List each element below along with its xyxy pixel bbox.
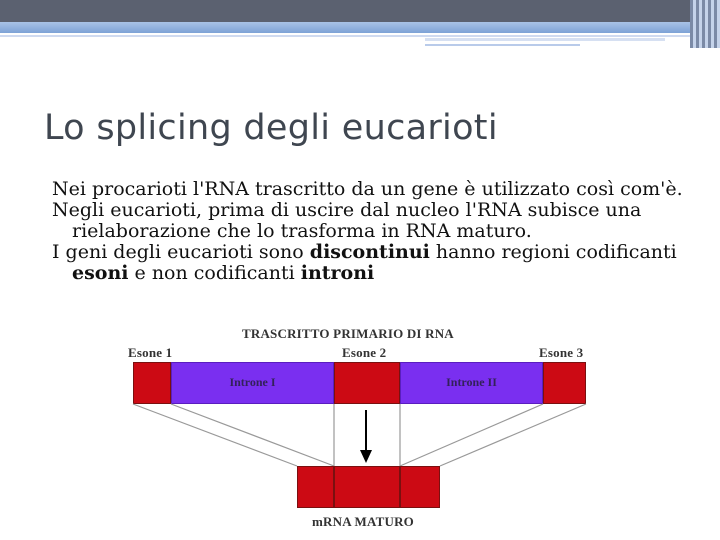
splice-arrow bbox=[360, 410, 372, 463]
connector-line bbox=[171, 404, 334, 466]
paragraph-3-text-b: hanno regioni codificanti bbox=[429, 241, 677, 263]
diagram-heading: TRASCRITTO PRIMARIO DI RNA bbox=[242, 326, 454, 341]
body-paragraph-2 bbox=[52, 200, 692, 242]
exon-2-block bbox=[334, 362, 400, 404]
mature-exon-1-block bbox=[297, 466, 334, 508]
paragraph-2-text: Negli eucarioti, prima di uscire dal nucleo l'RNA subisce una rielaborazione che lo trasforma in RNA maturo. bbox=[52, 199, 642, 242]
paragraph-3-text-a: I geni degli eucarioti sono bbox=[52, 241, 310, 263]
intron-1-label: Introne I bbox=[229, 375, 276, 389]
mature-mrna-label: mRNA MATURO bbox=[312, 514, 414, 529]
header-rule-accent bbox=[425, 38, 665, 41]
exon-1-label: Esone 1 bbox=[128, 345, 173, 360]
header-rule-accent-short bbox=[425, 44, 580, 46]
intron-1-block bbox=[171, 362, 334, 404]
header-accent-band bbox=[0, 22, 720, 33]
connector-line bbox=[440, 404, 586, 466]
connector-line bbox=[400, 404, 543, 466]
intron-2-label: Introne II bbox=[446, 375, 497, 389]
mature-exon-3-block bbox=[400, 466, 440, 508]
slide-body bbox=[52, 179, 692, 284]
term-introni: introni bbox=[300, 262, 375, 284]
header-rule bbox=[0, 35, 700, 37]
term-discontinui: discontinui bbox=[309, 241, 430, 263]
paragraph-3-text-c: e non codificanti bbox=[128, 262, 301, 284]
intron-2-block bbox=[400, 362, 543, 404]
paragraph-1-text: Nei procarioti l'RNA trascritto da un gene è utilizzato così com'è. bbox=[52, 178, 683, 200]
slide-title: Lo splicing degli eucarioti bbox=[44, 108, 498, 148]
header-stripes bbox=[690, 0, 720, 48]
connector-line bbox=[133, 404, 297, 466]
body-paragraph-1 bbox=[52, 179, 692, 200]
term-esoni: esoni bbox=[72, 262, 129, 284]
exon-1-block bbox=[133, 362, 171, 404]
exon-3-block bbox=[543, 362, 586, 404]
exon-3-label: Esone 3 bbox=[539, 345, 584, 360]
exon-2-label: Esone 2 bbox=[342, 345, 387, 360]
header-bar bbox=[0, 0, 720, 22]
mature-exon-2-block bbox=[334, 466, 400, 508]
body-paragraph-3 bbox=[52, 242, 692, 284]
